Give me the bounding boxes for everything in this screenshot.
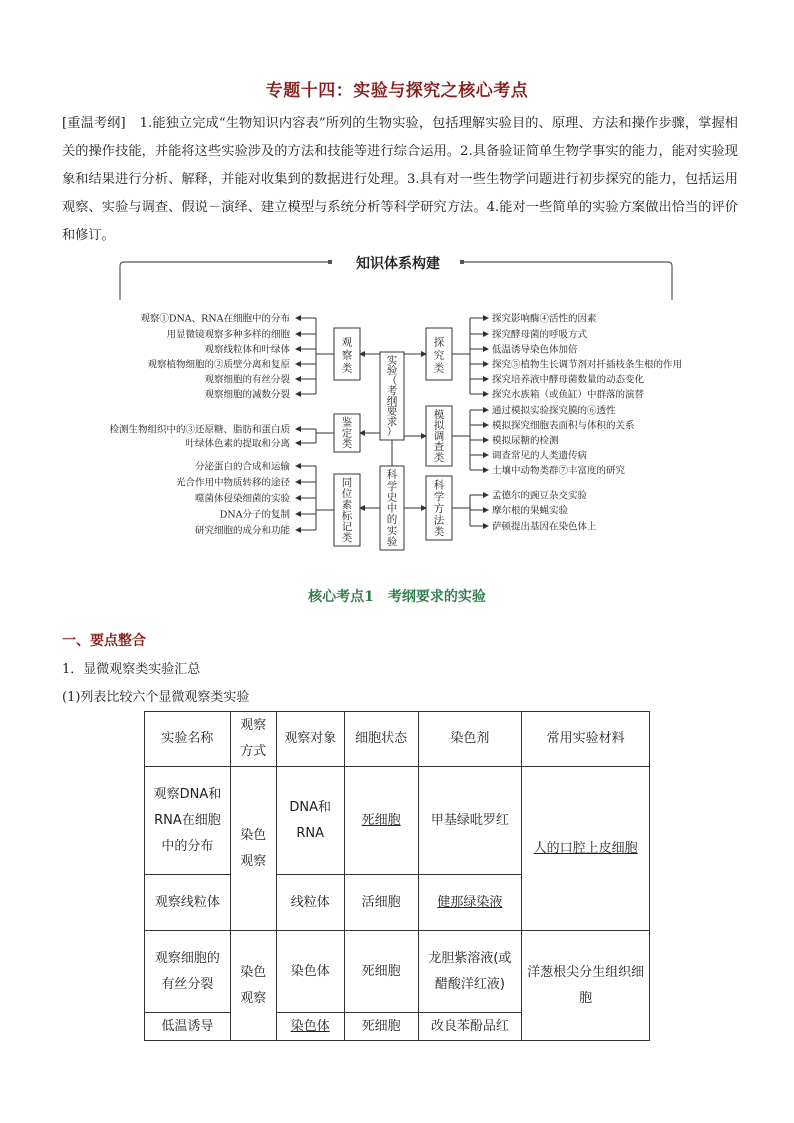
- table-cell: 龙胆紫溶液(或醋酸洋红液): [418, 931, 522, 1013]
- diagram-item: 检测生物组织中的③还原糖、脂肪和蛋白质: [109, 424, 290, 436]
- experiment-table: [144, 711, 650, 1041]
- subheading-1: 1．显微观察类实验汇总: [62, 662, 201, 677]
- table-cell: 死细胞: [344, 1013, 418, 1041]
- syllabus-text: 1.能独立完成“生物知识内容表”所列的生物实验，包括理解实验目的、原理、方法和操作步骤，掌握相关的操作技能，并能将这些实验涉及的方法和技能等进行综合运用。2.具备验证简单生物学事实的能力，能对实验现象和结果进行分析、解释，并能对收集到的数据进行处理。3.具有对一些生物学问题进行初步探究的能力，包括运用观察、实验与调查、假说－演绎、建立模型与系统分析等科学研究方法。4.能对一些简单的实验方案做出恰当的评价和修订。: [62, 116, 738, 243]
- diagram-item: 模拟探究细胞表面积与体积的关系: [492, 420, 635, 432]
- table-cell: 观察DNA和RNA在细胞中的分布: [145, 767, 231, 875]
- center-box-label: 实验（考纲要求）: [386, 354, 398, 438]
- table-cell: 死细胞: [344, 931, 418, 1013]
- diagram-item: 光合作用中物质转移的途径: [175, 477, 290, 489]
- diagram-item: 通过模拟实验探究膜的⑥透性: [492, 405, 616, 417]
- table-cell: 染色观察: [230, 767, 276, 931]
- diagram-item: 孟德尔的豌豆杂交实验: [492, 490, 588, 502]
- right-group-box-label: 探究类: [433, 336, 445, 375]
- left-group-box-label: 鉴定类: [341, 416, 353, 450]
- subheading-2: (1)列表比较六个显微观察类实验: [62, 690, 250, 705]
- right-group-box-label: 科学方法类: [433, 479, 445, 538]
- table-cell: 洋葱根尖分生组织细胞: [522, 931, 650, 1041]
- diagram-item: 噬菌体侵染细菌的实验: [194, 493, 290, 505]
- header-cell: 染色剂: [418, 712, 522, 767]
- table-cell: 活细胞: [344, 875, 418, 931]
- diagram-item: 低温诱导染色体加倍: [492, 344, 578, 356]
- table-cell: 染色观察: [230, 931, 276, 1041]
- header-cell: 实验名称: [145, 712, 231, 767]
- diagram-item: 观察植物细胞的②质壁分离和复原: [147, 359, 290, 371]
- left-group-box-label: 观察类: [341, 336, 353, 375]
- left-group-box-label: 同位素标记类: [341, 477, 353, 544]
- diagram-item: 探究酵母菌的呼吸方式: [492, 329, 588, 341]
- header-cell: 常用实验材料: [522, 712, 650, 767]
- diagram-item: 调查常见的人类遗传病: [492, 450, 588, 462]
- page-title: 专题十四：实验与探究之核心考点: [265, 81, 529, 101]
- diagram-item: 模拟尿糖的检测: [492, 435, 559, 447]
- diagram-item: 萨顿提出基因在染色体上: [492, 521, 597, 533]
- table-cell: 健那绿染液: [418, 875, 522, 931]
- table-cell: 甲基绿吡罗红: [418, 767, 522, 875]
- header-cell: 观察对象: [276, 712, 344, 767]
- right-group-box-label: 模拟调查类: [433, 408, 445, 464]
- diagram-item: 探究水族箱（或鱼缸）中群落的演替: [492, 389, 645, 401]
- table-cell: 染色体: [276, 931, 344, 1013]
- diagram-header: 知识体系构建: [356, 256, 440, 272]
- diagram-item: 用显微镜观察多种多样的细胞: [166, 329, 290, 341]
- table-cell: 改良苯酚品红: [418, 1013, 522, 1041]
- table-cell: 低温诱导: [145, 1013, 231, 1041]
- table-cell: 染色体: [276, 1013, 344, 1041]
- core-point-heading: 核心考点1 考纲要求的实验: [308, 589, 486, 605]
- knowledge-diagram: [92, 248, 704, 560]
- diagram-item: 观察细胞的有丝分裂: [204, 374, 290, 386]
- table-cell: 人的口腔上皮细胞: [522, 767, 650, 931]
- table-header-row: [145, 712, 650, 767]
- diagram-item: 观察线粒体和叶绿体: [204, 344, 290, 356]
- diagram-item: 观察细胞的减数分裂: [204, 389, 290, 401]
- diagram-item: 探究培养液中酵母菌数量的动态变化: [492, 374, 645, 386]
- header-cell: 观察方式: [230, 712, 276, 767]
- diagram-item: 叶绿体色素的提取和分离: [185, 438, 290, 450]
- syllabus-paragraph: [62, 110, 738, 250]
- table-cell: 观察线粒体: [145, 875, 231, 931]
- table-cell: 观察细胞的有丝分裂: [145, 931, 231, 1013]
- diagram-item: 观察①DNA、RNA在细胞中的分布: [140, 313, 290, 325]
- table-cell: 线粒体: [276, 875, 344, 931]
- diagram-item: 摩尔根的果蝇实验: [492, 505, 569, 517]
- header-cell: 细胞状态: [344, 712, 418, 767]
- diagram-item: 探究影响酶④活性的因素: [492, 313, 597, 325]
- table-row: [145, 931, 650, 1013]
- diagram-item: 分泌蛋白的合成和运输: [194, 461, 290, 473]
- diagram-header-bracket: [120, 262, 332, 300]
- diagram-item: 研究细胞的成分和功能: [194, 525, 290, 537]
- table-cell: DNA和RNA: [276, 767, 344, 875]
- center-bottom-box-label: 科学史中的实验: [386, 469, 398, 548]
- table-cell: 死细胞: [344, 767, 418, 875]
- diagram-item: 土壤中动物类群⑦丰富度的研究: [492, 465, 626, 477]
- diagram-item: DNA分子的复制: [219, 509, 290, 521]
- table-row: [145, 767, 650, 875]
- diagram-item: 探究⑤植物生长调节剂对扦插枝条生根的作用: [492, 359, 683, 371]
- syllabus-tag: [重温考纲]: [62, 116, 126, 131]
- section-heading: 一、要点整合: [62, 633, 146, 649]
